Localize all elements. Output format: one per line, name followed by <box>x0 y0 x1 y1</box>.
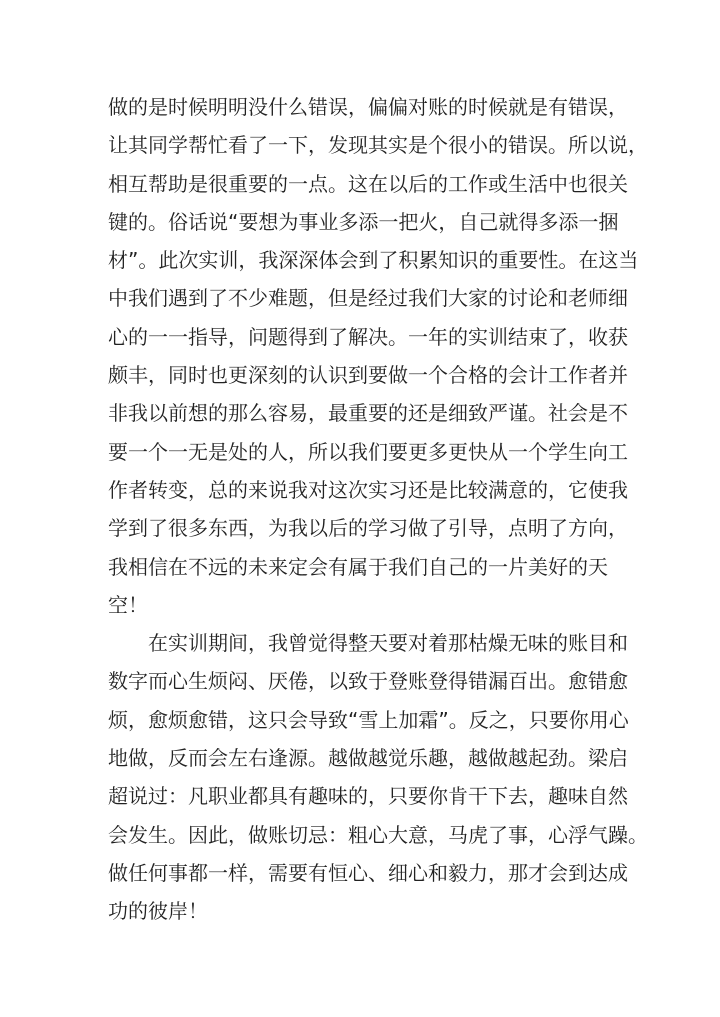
text-line: 会发生。因此，做账切忌：粗心大意，马虎了事，心浮气躁。 <box>108 822 648 847</box>
document-body <box>108 88 648 931</box>
text-line: 颇丰，同时也更深刻的认识到要做一个合格的会计工作者并 <box>108 363 628 388</box>
text-line: 做的是时候明明没什么错误，偏偏对账的时候就是有错误， <box>108 95 628 119</box>
text-line: 空！ <box>108 592 148 617</box>
text-line: 超说过：凡职业都具有趣味的，只要你肯干下去，趣味自然 <box>108 784 628 809</box>
paragraph-2 <box>108 624 648 930</box>
text-line-indented: 在实训期间，我曾觉得整天要对着那枯燥无味的账目和 <box>148 631 628 656</box>
text-line: 让其同学帮忙看了一下，发现其实是个很小的错误。所以说， <box>108 133 648 158</box>
text-line: 键的。俗话说“要想为事业多添一把火，自己就得多添一捆 <box>108 209 619 234</box>
text-line: 地做，反而会左右逢源。越做越觉乐趣，越做越起劲。梁启 <box>108 746 628 771</box>
text-line: 我相信在不远的未来定会有属于我们自己的一片美好的天 <box>108 554 608 579</box>
text-line: 作者转变，总的来说我对这次实习还是比较满意的，它使我 <box>108 477 628 502</box>
text-line: 要一个一无是处的人，所以我们要更多更快从一个学生向工 <box>108 439 628 464</box>
text-line: 非我以前想的那么容易，最重要的还是细致严谨。社会是不 <box>108 401 628 426</box>
paragraph-1 <box>108 88 648 624</box>
text-line: 中我们遇到了不少难题，但是经过我们大家的讨论和老师细 <box>108 286 628 311</box>
text-line: 功的彼岸！ <box>108 899 208 924</box>
text-line: 学到了很多东西，为我以后的学习做了引导，点明了方向， <box>108 516 628 541</box>
text-line: 心的一一指导，问题得到了解决。一年的实训结束了，收获 <box>108 324 628 349</box>
text-line: 数字而心生烦闷、厌倦，以致于登账登得错漏百出。愈错愈 <box>108 669 628 694</box>
text-line: 相互帮助是很重要的一点。这在以后的工作或生活中也很关 <box>108 171 628 196</box>
text-line: 做任何事都一样，需要有恒心、细心和毅力，那才会到达成 <box>108 860 628 885</box>
text-line: 烦，愈烦愈错，这只会导致“雪上加霜”。反之，只要你用心 <box>108 707 629 732</box>
text-line: 材”。此次实训，我深深体会到了积累知识的重要性。在这当 <box>108 248 639 273</box>
